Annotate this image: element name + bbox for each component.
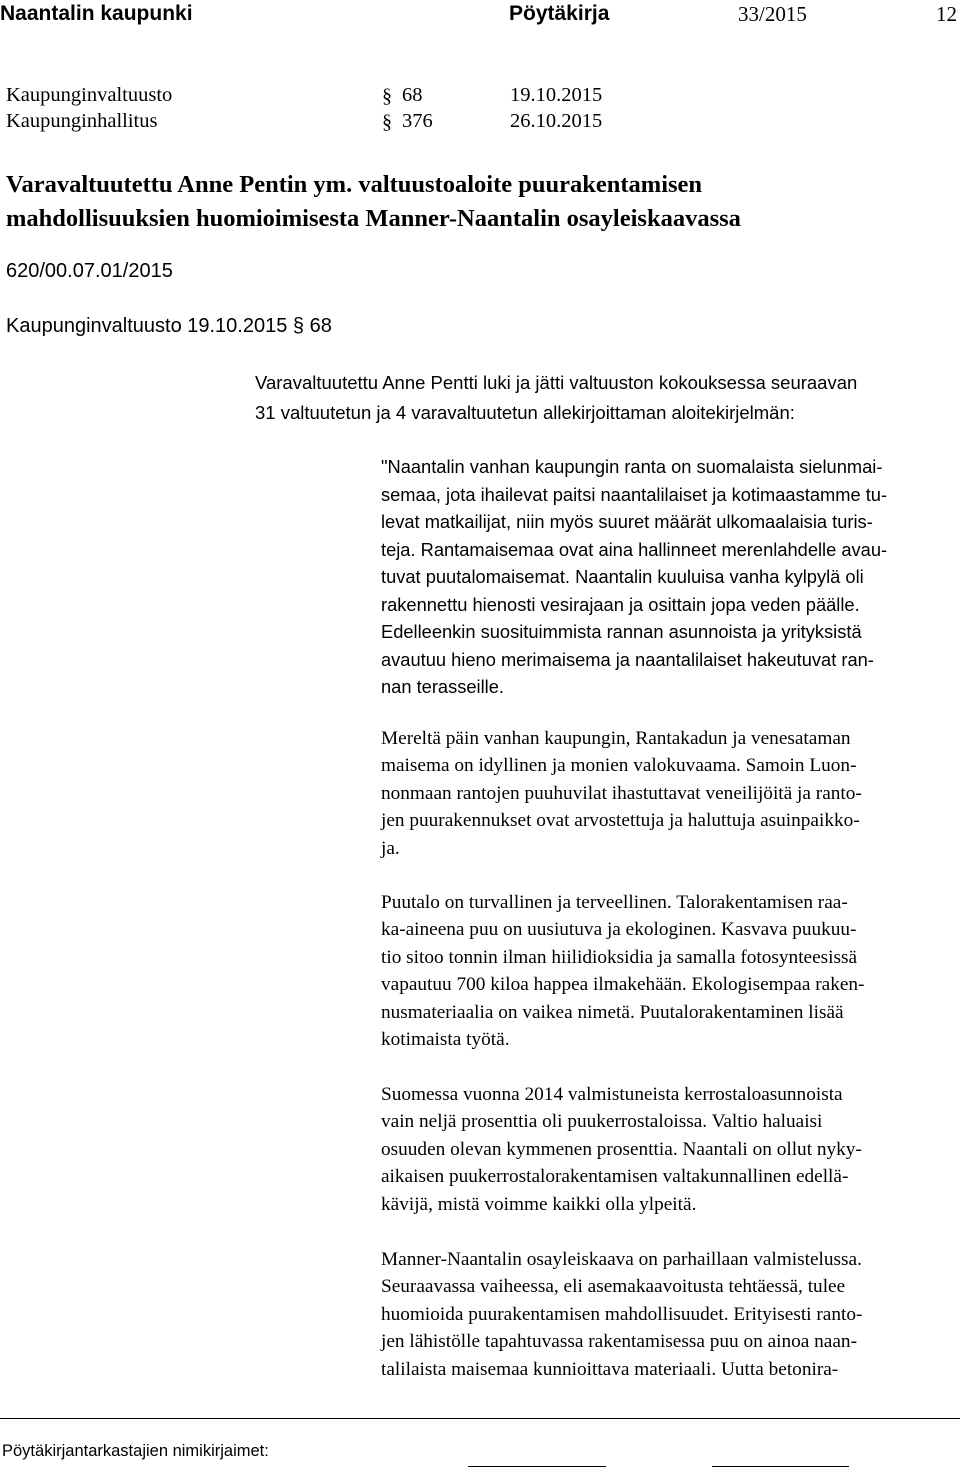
reference-date-2: 26.10.2015 (510, 110, 603, 132)
text-line: talilaista maisemaa kunnioittava materiaali. Uutta betonira- (381, 1358, 839, 1380)
section-symbol-1: § (382, 85, 392, 107)
signature-line-1 (468, 1466, 606, 1467)
text-line: jen lähistölle tapahtuvassa rakentamisessa puu on ainoa naan- (381, 1331, 857, 1353)
text-line: levat matkailijat, niin myös suuret määrät ulkomaalaisia turis- (381, 511, 873, 532)
text-line: Manner-Naantalin osayleiskaava on parhaillaan valmistelussa. (381, 1249, 862, 1270)
text-line: ka-aineena puu on uusiutuva ja ekologinen. Kasvava puukuu- (381, 919, 857, 941)
text-line: osuuden olevan kymmenen prosenttia. Naantali on ollut nyky- (381, 1138, 862, 1160)
text-line: aikaisen puukerrostalorakentamisen valtakunnallinen edellä- (381, 1166, 849, 1188)
text-line: Seuraavassa vaiheessa, eli asemakaavoitusta tehtäessä, tulee (381, 1276, 846, 1298)
footer-divider (0, 1418, 960, 1419)
text-line: kävijä, mistä voimme kaikki olla ylpeitä. (381, 1193, 697, 1215)
meeting-text: Kaupunginvaltuusto 19.10.2015 (6, 315, 288, 337)
reference-date-1: 19.10.2015 (510, 84, 603, 106)
text-line: tio sitoo tonnin ilman hiilidioksidia ja samalla fotosynteesissä (381, 946, 858, 968)
reference-body-1: Kaupunginvaltuusto (6, 84, 173, 106)
text-line: 31 valtuutetun ja 4 varavaltuutetun allekirjoittaman aloitekirjelmän: (255, 402, 795, 423)
text-line: Suomessa vuonna 2014 valmistuneista kerrostaloasunnoista (381, 1084, 843, 1105)
section-symbol: § (292, 315, 305, 337)
text-line: rakennettu hienosti vesirajaan ja osittain jopa veden päälle. (381, 593, 860, 615)
document-title (6, 168, 906, 236)
text-line: "Naantalin vanhan kaupungin ranta on suomalaista sielunmai- (381, 456, 883, 477)
quote-paragraph-4 (381, 1081, 862, 1218)
text-line: Varavaltuutettu Anne Pentti luki ja jätti valtuuston kokouksessa seuraavan (255, 372, 858, 393)
title-line: mahdollisuuksien huomioimisesta Manner-Naantalin osayleiskaavassa (6, 205, 741, 232)
quote-paragraph-3 (381, 889, 864, 1053)
quote-paragraph-5 (381, 1246, 862, 1383)
section-symbol-2: § (382, 111, 392, 133)
header-document-number: 33/2015 (738, 2, 807, 26)
header-page-number: 12 (936, 2, 957, 26)
text-line: Puutalo on turvallinen ja terveellinen. Talorakentamisen raa- (381, 892, 848, 913)
text-line: teja. Rantamaisemaa ovat aina hallinneet merenlahdelle avau- (381, 538, 888, 560)
text-line: avautuu hieno merimaisema ja naantalilaiset hakeutuvat ran- (381, 648, 874, 670)
meeting-section: 68 (309, 315, 332, 337)
text-line: vapautuu 700 kiloa happea ilmakehään. Ekologisempaa raken- (381, 974, 865, 996)
text-line: kotimaista työtä. (381, 1029, 510, 1051)
title-line: Varavaltuutettu Anne Pentin ym. valtuustoaloite puurakentamisen (6, 171, 703, 198)
text-line: nonmaan rantojen puuhuvilat ihastuttavat veneilijöitä ja ranto- (381, 782, 862, 804)
file-number: 620/00.07.01/2015 (6, 260, 173, 282)
text-line: nan terasseille. (381, 676, 504, 697)
signatures-label: Pöytäkirjantarkastajien nimikirjaimet: (2, 1442, 269, 1460)
text-line: tuvat puutalomaisemat. Naantalin kuuluisa vanha kylpylä oli (381, 566, 864, 587)
text-line: ja. (381, 837, 400, 859)
reference-section-2: 376 (402, 110, 433, 132)
header-city: Naantalin kaupunki (0, 2, 193, 25)
text-line: huomioida puurakentamisen mahdollisuudet. Erityisesti ranto- (381, 1303, 863, 1325)
reference-body-2: Kaupunginhallitus (6, 110, 158, 132)
quote-paragraph-1 (381, 453, 887, 701)
text-line: semaa, jota ihailevat paitsi naantalilaiset ja kotimaastamme tu- (381, 483, 888, 505)
meeting-reference (6, 315, 332, 338)
signature-line-2 (712, 1466, 849, 1467)
text-line: Edelleenkin suosituimmista rannan asunnoista ja yrityksistä (381, 621, 862, 642)
text-line: vain neljä prosenttia oli puukerrostaloissa. Valtio haluaisi (381, 1111, 823, 1133)
text-line: nusmateriaalia on vaikea nimetä. Puutalorakentaminen lisää (381, 1001, 844, 1023)
header-doc-type: Pöytäkirja (509, 2, 610, 25)
intro-paragraph (255, 368, 857, 428)
text-line: Mereltä päin vanhan kaupungin, Rantakadun ja venesataman (381, 728, 851, 749)
reference-section-1: 68 (402, 84, 423, 106)
text-line: maisema on idyllinen ja monien valokuvaama. Samoin Luon- (381, 755, 857, 777)
quote-paragraph-2 (381, 725, 862, 862)
text-line: jen puurakennukset ovat arvostettuja ja haluttuja asuinpaikko- (381, 810, 860, 832)
